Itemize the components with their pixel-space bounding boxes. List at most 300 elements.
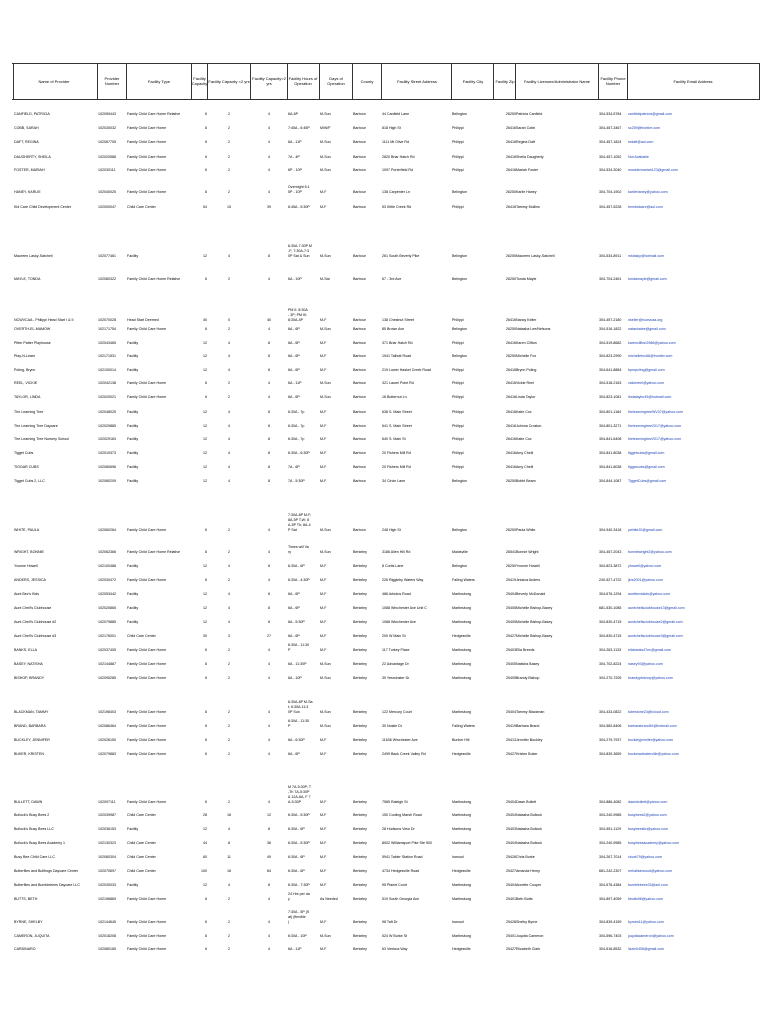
cell-email[interactable]: nkeller@ncwvcaa.org bbox=[628, 318, 663, 322]
cell-lic: Natasha Bullock bbox=[516, 827, 542, 831]
cell-o2: 4 bbox=[268, 724, 270, 728]
cell-o2: 4 bbox=[268, 578, 270, 582]
cell-u2: 8 bbox=[228, 841, 230, 845]
cell-county: Barbour bbox=[353, 424, 366, 428]
cell-name: WHITE, PAULA bbox=[14, 528, 40, 532]
cell-cap: 6 bbox=[205, 327, 207, 331]
cell-zip: 25405 bbox=[506, 606, 516, 610]
cell-county: Berkeley bbox=[353, 800, 367, 804]
cell-email[interactable]: juquitacameron@yahoo.com bbox=[628, 934, 674, 938]
cell-county: Barbour bbox=[353, 354, 366, 358]
column-divider bbox=[759, 63, 760, 99]
cell-street: 3186 Allen Hill Rd bbox=[382, 550, 411, 554]
cell-email[interactable]: dawnbullett@yahoo.com bbox=[628, 800, 668, 804]
cell-o2: 4 bbox=[268, 395, 270, 399]
cell-o2: 4 bbox=[268, 550, 270, 554]
cell-o2: 8 bbox=[268, 827, 270, 831]
cell-city: Philippi bbox=[452, 341, 464, 345]
cell-num: 102097111 bbox=[98, 800, 116, 804]
cell-email[interactable]: thelearningtree2017@yahoo.com bbox=[628, 437, 682, 441]
cell-name: BISHOP, BRANDY bbox=[14, 676, 45, 680]
cell-phone: 304-457-2043 bbox=[599, 550, 622, 554]
cell-u2: 4 bbox=[228, 620, 230, 624]
cell-email[interactable]: busybees2@yahoo.com bbox=[628, 813, 667, 817]
cell-zip: 26416 bbox=[506, 424, 516, 428]
cell-cap: 6 bbox=[205, 140, 207, 144]
cell-hours: 6A - 6P bbox=[288, 341, 300, 345]
cell-o2: 4 bbox=[268, 140, 270, 144]
cell-type: Family Child Care Home bbox=[127, 800, 167, 804]
cell-city: Martinsburg bbox=[452, 934, 471, 938]
cell-type: Family Child Care Home bbox=[127, 578, 167, 582]
cell-u2: 3 bbox=[228, 634, 230, 638]
cell-days: M-F bbox=[320, 752, 327, 756]
cell-cap: 6 bbox=[205, 190, 207, 194]
cell-u2: 4 bbox=[228, 883, 230, 887]
column-header-u2[interactable]: Facility Capacity <2 yrs bbox=[208, 78, 250, 84]
cell-street: 138 Chestnut Street bbox=[382, 318, 414, 322]
column-header-lic[interactable]: Facility Licensee/Administrator Name bbox=[523, 78, 591, 84]
cell-email[interactable]: bbutts98@yahoo.com bbox=[628, 897, 664, 901]
cell-name: Butterflies and Bullfrogs Daycare Center bbox=[14, 869, 79, 873]
cell-cap: 28 bbox=[203, 813, 207, 817]
cell-email[interactable]: barbarabrand54@hotmail.com bbox=[628, 724, 677, 728]
cell-county: Barbour bbox=[353, 528, 366, 532]
cell-hours: 6:30A - 6P bbox=[288, 564, 305, 568]
cell-county: Berkeley bbox=[353, 592, 367, 596]
cell-lic: Maureen Lasky-Satchell bbox=[516, 254, 555, 258]
cell-o2: 4 bbox=[268, 112, 270, 116]
cell-email[interactable]: auntbevskids@yahoo.com bbox=[628, 592, 671, 596]
cell-u2: 4 bbox=[228, 410, 230, 414]
cell-email[interactable]: buckleyjennifer@yahoo.com bbox=[628, 738, 674, 742]
cell-cap: 12 bbox=[203, 465, 207, 469]
cell-u2: 4 bbox=[228, 451, 230, 455]
cell-county: Barbour bbox=[353, 277, 366, 281]
cell-city: Philippi bbox=[452, 368, 464, 372]
cell-email[interactable]: bonniewright2@yahoo.com bbox=[628, 550, 672, 554]
cell-street: 524 W Burke St bbox=[382, 934, 408, 938]
cell-days: M-F bbox=[320, 813, 327, 817]
cell-zip: 25427 bbox=[506, 869, 516, 873]
column-header-street[interactable]: Facility Street Address bbox=[397, 78, 437, 84]
cell-days: M-F bbox=[320, 920, 327, 924]
cell-phone: 304-844-1087 bbox=[599, 479, 622, 483]
cell-num: 102067705 bbox=[98, 140, 116, 144]
column-header-hours[interactable]: Facility Hours of Operation bbox=[288, 76, 318, 86]
cell-lic: Kristen Buker bbox=[516, 752, 538, 756]
cell-zip: 26250 bbox=[506, 479, 516, 483]
cell-city: Belington bbox=[452, 277, 467, 281]
cell-type: Family Child Care Home bbox=[127, 752, 167, 756]
cell-days: M-Sun bbox=[320, 550, 331, 554]
cell-hours: 6:30A - 6:30P bbox=[288, 451, 310, 455]
cell-phone: 304-518-2163 bbox=[599, 381, 622, 385]
cell-phone: 304-702-8224 bbox=[599, 662, 622, 666]
cell-email[interactable]: michellefox68@frontier.com bbox=[628, 354, 673, 358]
cell-street: 1941 Talbott Road bbox=[382, 354, 412, 358]
cell-street: 8002 Williamsport Pike Ste 500 bbox=[382, 841, 432, 845]
cell-hours: 6A - 11P bbox=[288, 381, 302, 385]
cell-zip: 26250 bbox=[506, 528, 516, 532]
cell-city: Maidsville bbox=[452, 550, 468, 554]
cell-county: Berkeley bbox=[353, 676, 367, 680]
cell-county: Barbour bbox=[353, 341, 366, 345]
cell-phone: 304-830-4715 bbox=[599, 620, 622, 624]
cell-num: 102080322 bbox=[98, 277, 116, 281]
cell-lic: Shelby Byrne bbox=[516, 920, 538, 924]
cell-lic: Yvonne Howell bbox=[516, 564, 540, 568]
cell-name: DAFT, REGINA bbox=[14, 140, 39, 144]
cell-city: Martinsburg bbox=[452, 710, 471, 714]
cell-email[interactable]: tubestone24@icloud.com bbox=[628, 710, 669, 714]
cell-type: Family Child Care Home bbox=[127, 920, 167, 924]
cell-email[interactable]: mklasky@hotmail.com bbox=[628, 254, 664, 258]
cell-o2: 4 bbox=[268, 648, 270, 652]
cell-u2: 4 bbox=[228, 424, 230, 428]
cell-u2: 2 bbox=[228, 578, 230, 582]
cell-days: M-F bbox=[320, 648, 327, 652]
cell-type: Facility bbox=[127, 564, 139, 568]
cell-email[interactable]: bpmpoling@gmail.com bbox=[628, 368, 665, 372]
cell-email[interactable]: pwhite20@gmail.com bbox=[628, 528, 663, 532]
cell-zip: 25405 bbox=[506, 620, 516, 624]
cell-lic: Jessica Anders bbox=[516, 578, 541, 582]
cell-county: Berkeley bbox=[353, 724, 367, 728]
cell-lic: Johnna Croston bbox=[516, 424, 542, 428]
cell-phone: 304-801-3271 bbox=[599, 424, 622, 428]
cell-city: Belington bbox=[452, 112, 467, 116]
cell-hours: 6:30A - 7p bbox=[288, 437, 305, 441]
cell-name: FOSTER, MARIAH bbox=[14, 168, 45, 172]
cell-street: 1088 Winchester Ave bbox=[382, 620, 416, 624]
column-header-county[interactable]: County bbox=[360, 78, 374, 84]
cell-name: Aunt Chell's Clubhouse #2 bbox=[14, 620, 57, 624]
cell-phone: 304-433-0822 bbox=[599, 710, 622, 714]
cell-county: Berkeley bbox=[353, 827, 367, 831]
cell-name: The Learning Tree Nursery School bbox=[14, 437, 69, 441]
cell-cap: 6 bbox=[205, 528, 207, 532]
cell-cap: 12 bbox=[203, 564, 207, 568]
cell-type: Facility bbox=[127, 620, 139, 624]
cell-lic: Bobbi Beam bbox=[516, 479, 536, 483]
cell-lic: Mariah Foster bbox=[516, 168, 539, 172]
cell-email[interactable]: tiggarcubs@gmail.com bbox=[628, 465, 665, 469]
cell-phone: 304-534-3040 bbox=[599, 168, 622, 172]
cell-type: Family Child Care Home Relative bbox=[127, 550, 181, 554]
cell-zip: 26416 bbox=[506, 168, 516, 172]
cell-zip: 25427 bbox=[506, 634, 516, 638]
cell-email[interactable]: busybeesllc@yahoo.com bbox=[628, 827, 669, 831]
cell-lic: Michelle Fox bbox=[516, 354, 537, 358]
cell-city: Martinsburg bbox=[452, 592, 471, 596]
cell-o2: 4 bbox=[268, 381, 270, 385]
cell-u2: 2 bbox=[228, 155, 230, 159]
cell-city: Belington bbox=[452, 254, 467, 258]
cell-hours: - 3P; PM III: bbox=[288, 313, 307, 317]
cell-email[interactable]: auntchellsclubhouse2@gmail.com bbox=[628, 620, 683, 624]
column-divider bbox=[627, 63, 628, 99]
cell-type: Family Child Care Home bbox=[127, 528, 167, 532]
cell-days: M-Sun bbox=[320, 140, 331, 144]
cell-street: 22 Advantage Dr bbox=[382, 662, 409, 666]
cell-phone: 304-457-5228 bbox=[599, 205, 622, 209]
column-header-cap[interactable]: Facility Capacity bbox=[191, 76, 208, 86]
cell-o2: 4 bbox=[268, 897, 270, 901]
column-divider bbox=[598, 63, 599, 99]
cell-type: Child Care Center bbox=[127, 634, 156, 638]
cell-email[interactable]: mrhallsinwood@yahoo.com bbox=[628, 869, 673, 873]
cell-email[interactable]: jkrs2001@yahoo.com bbox=[628, 578, 663, 582]
cell-email[interactable]: yhowell@yahoo.com bbox=[628, 564, 662, 568]
cell-type: Family Child Care Home bbox=[127, 724, 167, 728]
cell-zip: 26250 bbox=[506, 112, 516, 116]
cell-days: M-F bbox=[320, 410, 327, 414]
cell-type: Family Child Care Home bbox=[127, 676, 167, 680]
cell-email[interactable]: cburk79@yahoo.com bbox=[628, 855, 663, 859]
cell-u2: 2 bbox=[228, 947, 230, 951]
cell-o2: 4 bbox=[268, 738, 270, 742]
cell-phone: 304-582-8406 bbox=[599, 724, 622, 728]
cell-u2: 2 bbox=[228, 920, 230, 924]
cell-lic: Karlie Haney bbox=[516, 190, 537, 194]
cell-phone: 304-676-1294 bbox=[599, 592, 622, 596]
cell-o2: 4 bbox=[268, 528, 270, 532]
cell-email[interactable]: ellabanks47ec@gmail.com bbox=[628, 648, 672, 652]
column-header-name[interactable]: Name of Provider bbox=[38, 78, 70, 84]
cell-cap: 6 bbox=[205, 752, 207, 756]
cell-name: BULLETT, DAWN bbox=[14, 800, 43, 804]
cell-email[interactable]: redaft@aol.com bbox=[628, 140, 654, 144]
cell-type: Family Child Care Home bbox=[127, 738, 167, 742]
cell-u2: 2 bbox=[228, 724, 230, 728]
cell-email[interactable]: karenclifton2986@yahoo.com bbox=[628, 341, 676, 345]
cell-num: 102036153 bbox=[98, 827, 116, 831]
cell-email[interactable]: thelearningtreeWV37@yahoo.com bbox=[628, 410, 683, 414]
cell-cap: 6 bbox=[205, 648, 207, 652]
cell-email[interactable]: sc259@frontier.com bbox=[628, 126, 661, 130]
cell-o2: 8 bbox=[268, 479, 270, 483]
column-divider bbox=[191, 63, 192, 99]
cell-o2: 8 bbox=[268, 341, 270, 345]
cell-email[interactable]: vickiereel@yahoo.com bbox=[628, 381, 665, 385]
cell-phone: 681-530-1085 bbox=[599, 606, 622, 610]
cell-cap: 100 bbox=[201, 869, 207, 873]
column-header-days[interactable]: Days of Operation bbox=[327, 76, 345, 86]
cell-num: 102196869 bbox=[98, 897, 116, 901]
cell-street: 2820 Briar Hatch Rd bbox=[382, 155, 415, 159]
cell-street: 53 Kittle Creek Rd bbox=[382, 205, 412, 209]
cell-num: 102000047 bbox=[98, 205, 116, 209]
cell-hours: A-5:30P bbox=[288, 800, 301, 804]
cell-u2: 2 bbox=[228, 528, 230, 532]
cell-cap: 60 bbox=[203, 855, 207, 859]
cell-email[interactable]: canfieldpatricia@gmail.com bbox=[628, 112, 672, 116]
cell-zip: 26416 bbox=[506, 395, 516, 399]
cell-num: 102198403 bbox=[98, 710, 116, 714]
cell-days: M-F bbox=[320, 592, 327, 596]
cell-hours: P bbox=[288, 724, 291, 728]
cell-street: 4734 Hedgesville Road bbox=[382, 869, 420, 873]
cell-u2: 2 bbox=[228, 190, 230, 194]
cell-o2: 8 bbox=[268, 354, 270, 358]
cell-street: 63 Ventura Way bbox=[382, 947, 408, 951]
cell-email[interactable]: lizzie0408@gmail.com bbox=[628, 947, 665, 951]
cell-cap: 6 bbox=[205, 800, 207, 804]
cell-u2: 2 bbox=[228, 140, 230, 144]
cell-email[interactable]: thelearningtree2017@yahoo.com bbox=[628, 424, 682, 428]
cell-type: Family Child Care Home bbox=[127, 190, 167, 194]
cell-phone: 304-240-9985 bbox=[599, 841, 622, 845]
cell-phone: 304-279-7937 bbox=[599, 738, 622, 742]
cell-num: 102077461 bbox=[98, 254, 116, 258]
cell-name: The Learning Tree Daycare bbox=[14, 424, 58, 428]
cell-cap: 12 bbox=[203, 883, 207, 887]
cell-street: 34 Circle Lane bbox=[382, 479, 406, 483]
cell-days: M-F bbox=[320, 634, 327, 638]
cell-email[interactable]: auntchellsclubhouse13@gmail.com bbox=[628, 606, 685, 610]
cell-type: Facility bbox=[127, 368, 139, 372]
cell-name: Busy Bee Child Care LLC bbox=[14, 855, 55, 859]
cell-name: BLACKMAN, TAMMY bbox=[14, 710, 49, 714]
cell-u2: 4 bbox=[228, 606, 230, 610]
cell-email[interactable]: auntchellsclubhouse3@gmail.com bbox=[628, 634, 683, 638]
cell-street: 226 Riggleby Waters Way bbox=[382, 578, 424, 582]
cell-email[interactable]: tmmkidcare@aol.com bbox=[628, 205, 663, 209]
cell-email[interactable]: buckerwebsterville@yahoo.com bbox=[628, 752, 679, 756]
cell-name: The Learning Tree bbox=[14, 410, 44, 414]
cell-email[interactable]: nasey93@yahoo.com bbox=[628, 662, 663, 666]
cell-cap: 12 bbox=[203, 592, 207, 596]
cell-u2: 2 bbox=[228, 648, 230, 652]
cell-zip: 25428 bbox=[506, 920, 516, 924]
cell-city: Philippi bbox=[452, 424, 464, 428]
cell-num: 102029885 bbox=[98, 424, 116, 428]
cell-days: M-Sun bbox=[320, 710, 331, 714]
cell-name: Aunt Bev's Kids bbox=[14, 592, 40, 596]
cell-days: M-Sun bbox=[320, 155, 331, 159]
cell-type: Family Child Care Home bbox=[127, 947, 167, 951]
cell-hours: -Th 7A-5:30P bbox=[288, 790, 310, 794]
cell-hours: 6:30A - 7p bbox=[288, 424, 305, 428]
cell-type: Head Start Deemed bbox=[127, 318, 159, 322]
cell-lic: Katie Cox bbox=[516, 410, 532, 414]
cell-hours: t; 6:30A-11:3 bbox=[288, 705, 309, 709]
cell-hours: ) bbox=[288, 920, 290, 924]
cell-email[interactable]: bumblebees33@aol.com bbox=[628, 883, 668, 887]
cell-zip: 26416 bbox=[506, 126, 516, 130]
cell-email[interactable]: Not Available bbox=[628, 155, 649, 159]
cell-type: Family Child Care Home bbox=[127, 395, 167, 399]
column-header-zip[interactable]: Facility Zip bbox=[495, 78, 515, 84]
cell-phone: 304-839-3659 bbox=[599, 752, 622, 756]
cell-phone: 304-270-7205 bbox=[599, 676, 622, 680]
cell-type: Family Child Care Home bbox=[127, 710, 167, 714]
cell-city: Martinsburg bbox=[452, 897, 471, 901]
cell-email[interactable]: TiggetCubs@gmail.com bbox=[628, 479, 667, 483]
cell-county: Berkeley bbox=[353, 920, 367, 924]
cell-name: Aunt Chell's Clubhouse bbox=[14, 606, 52, 610]
cell-email[interactable]: byrnes11@yahoo.com bbox=[628, 920, 664, 924]
cell-city: Falling Waters bbox=[452, 724, 475, 728]
cell-name: Butterflies and Bumblebees Daycare LLC bbox=[14, 883, 80, 887]
cell-phone: 304-823-1081 bbox=[599, 395, 622, 399]
cell-email[interactable]: lindataylor45@hotmail.com bbox=[628, 395, 672, 399]
cell-street: 640 S. Main St bbox=[382, 437, 406, 441]
column-header-num[interactable]: Provider Number bbox=[104, 76, 120, 86]
cell-cap: 6 bbox=[205, 934, 207, 938]
cell-county: Berkeley bbox=[353, 564, 367, 568]
cell-u2: 16 bbox=[227, 813, 231, 817]
cell-type: Family Child Care Home bbox=[127, 897, 167, 901]
cell-email[interactable]: natashalee@gmail.com bbox=[628, 327, 666, 331]
cell-cap: 6 bbox=[205, 277, 207, 281]
cell-email[interactable]: tondamayle@gmail.com bbox=[628, 277, 667, 281]
cell-phone: 240-527-4722 bbox=[599, 578, 622, 582]
cell-type: Child Care Center bbox=[127, 855, 156, 859]
cell-zip: 26416 bbox=[506, 381, 516, 385]
header-border bbox=[12, 99, 760, 100]
cell-cap: 6 bbox=[205, 738, 207, 742]
cell-hours: 5P - 10P bbox=[288, 190, 302, 194]
column-header-type[interactable]: Facility Type bbox=[147, 78, 171, 84]
cell-phone: 304-940-3418 bbox=[599, 528, 622, 532]
cell-street: 18 Butternut Ln bbox=[382, 395, 407, 399]
cell-email[interactable]: brandypbishop@yahoo.com bbox=[628, 676, 673, 680]
cell-phone: 304-841-8038 bbox=[599, 465, 622, 469]
column-header-o2[interactable]: Facility Capacity>2 yrs bbox=[252, 76, 286, 86]
cell-days: M-Sun bbox=[320, 662, 331, 666]
cell-name: Pitter Patter Playhouse bbox=[14, 341, 51, 345]
cell-city: Philippi bbox=[452, 318, 464, 322]
cell-zip: 25427 bbox=[506, 947, 516, 951]
cell-u2: 2 bbox=[228, 395, 230, 399]
cell-hours: M 7A-5:30P; T bbox=[288, 785, 312, 789]
cell-u2: 11 bbox=[227, 855, 231, 859]
cell-email[interactable]: busybeesacademy@yahoo.com bbox=[628, 841, 680, 845]
cell-email[interactable]: tiggetcubs@gmail.com bbox=[628, 451, 665, 455]
cell-street: 8 Curtis Lane bbox=[382, 564, 404, 568]
cell-zip: 26416 bbox=[506, 451, 516, 455]
cell-lic: Ella Breeds bbox=[516, 648, 535, 652]
cell-days: M-F bbox=[320, 883, 327, 887]
cell-city: Belington bbox=[452, 564, 467, 568]
cell-email[interactable]: karliehaney@yahoo.com bbox=[628, 190, 668, 194]
cell-type: Family Child Care Home bbox=[127, 140, 167, 144]
cell-zip: 26416 bbox=[506, 341, 516, 345]
cell-hours: 6A - 6P bbox=[288, 327, 300, 331]
cell-o2: 4 bbox=[268, 920, 270, 924]
cell-city: Hedgesville bbox=[452, 634, 471, 638]
cell-email[interactable]: mosstermariah123@gmail.com bbox=[628, 168, 678, 172]
cell-phone: 304-534-5784 bbox=[599, 112, 622, 116]
cell-u2: 2 bbox=[228, 662, 230, 666]
column-header-phone[interactable]: Facility Phone Number bbox=[600, 76, 626, 86]
cell-street: 2499 Back Creek Valley Rd bbox=[382, 752, 426, 756]
cell-num: 102019373 bbox=[98, 451, 116, 455]
cell-num: 102080209 bbox=[98, 479, 116, 483]
column-header-city[interactable]: Facility City bbox=[462, 78, 484, 84]
cell-lic: Regina Daft bbox=[516, 140, 535, 144]
cell-hours: 6:30A - 5:30P bbox=[288, 841, 310, 845]
cell-u2: 16 bbox=[227, 869, 231, 873]
cell-hours: ry bbox=[288, 550, 291, 554]
column-header-email[interactable]: Facility Email Address bbox=[673, 78, 713, 84]
cell-hours: 6A - 6P bbox=[288, 592, 300, 596]
cell-zip: 25419 bbox=[506, 724, 516, 728]
cell-num: 102062366 bbox=[98, 550, 116, 554]
cell-type: Facility bbox=[127, 341, 139, 345]
